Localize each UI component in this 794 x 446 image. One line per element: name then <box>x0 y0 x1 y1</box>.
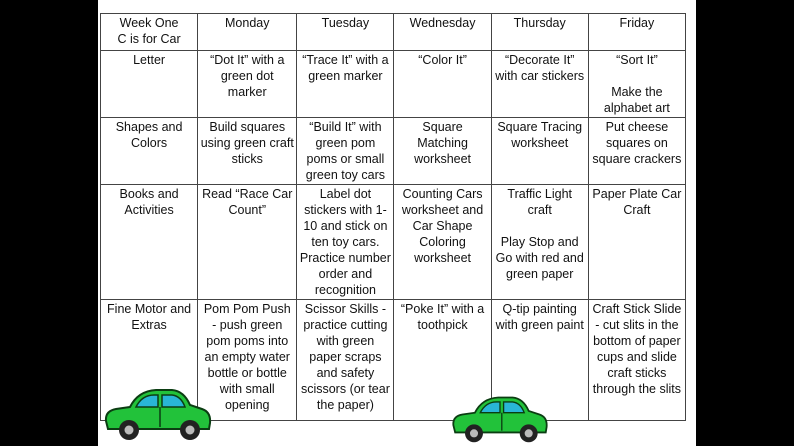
car-clipart-left <box>102 385 214 443</box>
header-week-title: Week One C is for Car <box>101 14 198 51</box>
header-monday: Monday <box>198 14 297 51</box>
header-friday: Friday <box>588 14 685 51</box>
table-cell: “Trace It” with a green marker <box>297 51 394 118</box>
table-cell: “Build It” with green pom poms or small green toy cars <box>297 118 394 185</box>
row-label: Shapes and Colors <box>101 118 198 185</box>
table-cell: Build squares using green craft sticks <box>198 118 297 185</box>
car-clipart-right <box>444 393 556 445</box>
table-cell: Craft Stick Slide - cut slits in the bottom of paper cups and slide craft sticks through the slits <box>588 300 685 421</box>
table-cell: Traffic Light craft Play Stop and Go with red and green paper <box>491 185 588 300</box>
table-cell: “Sort It” Make the alphabet art <box>588 51 685 118</box>
table-cell: Square Tracing worksheet <box>491 118 588 185</box>
header-wednesday: Wednesday <box>394 14 491 51</box>
table-cell: Scissor Skills - practice cutting with green paper scraps and safety scissors (or tear the paper) <box>297 300 394 421</box>
table-cell: Q-tip painting with green paint <box>491 300 588 421</box>
header-thursday: Thursday <box>491 14 588 51</box>
table-cell: “Dot It” with a green dot marker <box>198 51 297 118</box>
table-cell: “Poke It” with a toothpick <box>394 300 491 421</box>
table-cell: Put cheese squares on square crackers <box>588 118 685 185</box>
row-label: Fine Motor and Extras <box>101 300 198 421</box>
table-row-books-activities <box>101 185 686 300</box>
table-cell: Pom Pom Push - push green pom poms into an empty water bottle or bottle with small opening <box>198 300 297 421</box>
table-cell: Paper Plate Car Craft <box>588 185 685 300</box>
table-row-letter <box>101 51 686 118</box>
header-row <box>101 14 686 51</box>
weekly-planner-table <box>100 13 686 421</box>
header-tuesday: Tuesday <box>297 14 394 51</box>
table-cell: Label dot stickers with 1-10 and stick on ten toy cars. Practice number order and recognition <box>297 185 394 300</box>
row-label: Letter <box>101 51 198 118</box>
table-cell: “Decorate It” with car stickers <box>491 51 588 118</box>
table-cell: Read “Race Car Count” <box>198 185 297 300</box>
activity-planner-sheet <box>98 0 696 446</box>
table-row-shapes-colors <box>101 118 686 185</box>
row-label: Books and Activities <box>101 185 198 300</box>
table-cell: Square Matching worksheet <box>394 118 491 185</box>
table-cell: Counting Cars worksheet and Car Shape Coloring worksheet <box>394 185 491 300</box>
table-cell: “Color It” <box>394 51 491 118</box>
